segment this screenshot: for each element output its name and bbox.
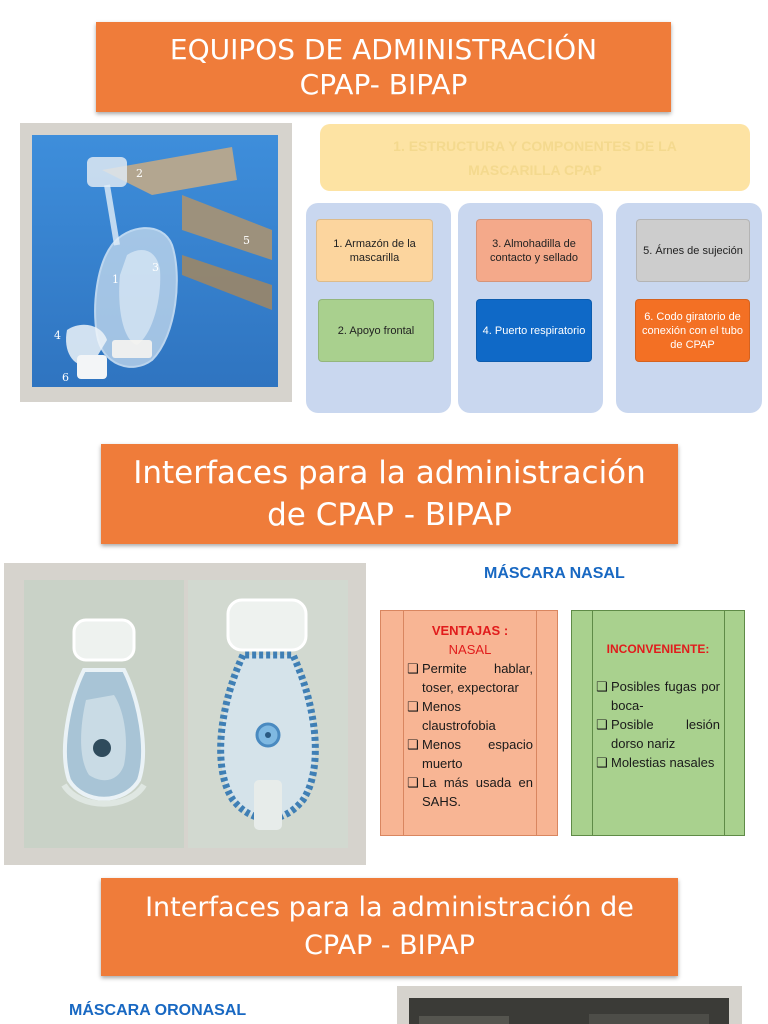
disadvantages-content — [596, 640, 720, 772]
advantages-title: VENTAJAS : — [431, 623, 509, 638]
component-frame: 1. Armazón de la mascarilla — [316, 219, 433, 282]
structure-title-box — [320, 124, 750, 191]
oronasal-mask-heading: MÁSCARA ORONASAL — [69, 1002, 247, 1019]
interfaces-banner-1-line2: de CPAP - BIPAP — [267, 497, 512, 533]
callout-2: 2 — [136, 167, 143, 180]
component-cushion: 3. Almohadilla de contacto y sellado — [476, 219, 592, 282]
advantage-item-text: Permite hablar, toser, expectorar — [422, 661, 533, 695]
disadvantage-item — [596, 677, 720, 715]
advantages-panel — [380, 610, 558, 836]
nasal-mask-front-image — [24, 580, 184, 848]
interfaces-banner-1-line1: Interfaces para la administración — [133, 455, 646, 491]
advantages-subtitle: NASAL — [448, 642, 492, 657]
checkbox-icon: ❑ — [596, 755, 608, 770]
disadvantage-item-text: Molestias nasales — [611, 755, 715, 770]
main-title-banner — [96, 22, 671, 112]
checkbox-icon: ❑ — [407, 775, 419, 790]
component-swivel-elbow: 6. Codo giratorio de conexión con el tubo de CPAP — [635, 299, 750, 362]
disadvantages-panel-divider-left — [592, 611, 593, 835]
checkbox-icon: ❑ — [407, 737, 419, 752]
advantage-item-text: La más usada en SAHS. — [422, 775, 533, 809]
advantages-content — [407, 621, 533, 811]
callout-6: 6 — [62, 371, 69, 384]
component-frontal-support: 2. Apoyo frontal — [318, 299, 434, 362]
cpap-mask-photo — [20, 123, 292, 402]
oronasal-mask-photo — [397, 986, 742, 1024]
advantage-item-text: Menos espacio muerto — [422, 737, 533, 771]
disadvantage-item-text: Posible lesión dorso nariz — [611, 717, 720, 751]
advantage-item-text: Menos claustrofobia — [422, 699, 496, 733]
disadvantages-panel-divider-right — [724, 611, 725, 835]
interfaces-banner-2-line1: Interfaces para la administración de — [145, 892, 634, 923]
advantages-panel-divider-left — [403, 611, 404, 835]
checkbox-icon: ❑ — [407, 661, 419, 676]
cpap-mask-image — [32, 135, 278, 387]
component-harness: 5. Árnes de sujeción — [636, 219, 750, 282]
disadvantage-item — [596, 715, 720, 753]
checkbox-icon: ❑ — [407, 699, 419, 714]
main-title-line2: CPAP- BIPAP — [299, 68, 468, 101]
nasal-mask-heading: MÁSCARA NASAL — [484, 565, 625, 582]
interfaces-banner-2 — [101, 878, 678, 976]
advantages-panel-divider-right — [536, 611, 537, 835]
structure-title-line1: 1. ESTRUCTURA Y COMPONENTES DE LA — [393, 137, 677, 154]
callout-3: 3 — [152, 261, 159, 274]
interfaces-banner-1 — [101, 444, 678, 544]
advantage-item — [407, 735, 533, 773]
nasal-mask-photo — [4, 563, 366, 865]
checkbox-icon: ❑ — [596, 679, 608, 694]
nasal-mask-front-illustration — [24, 580, 184, 848]
callout-1: 1 — [112, 273, 119, 286]
main-title-line1: EQUIPOS DE ADMINISTRACIÓN — [169, 33, 598, 66]
callout-5: 5 — [243, 234, 250, 247]
advantage-item — [407, 773, 533, 811]
callout-4: 4 — [54, 329, 61, 342]
checkbox-icon: ❑ — [596, 717, 608, 732]
advantage-item — [407, 697, 533, 735]
disadvantage-item — [596, 753, 720, 772]
oronasal-mask-illustration — [409, 998, 729, 1024]
disadvantage-item-text: Posibles fugas por boca- — [611, 679, 720, 713]
disadvantages-panel — [571, 610, 745, 836]
interfaces-banner-2-line2: CPAP - BIPAP — [304, 930, 475, 961]
component-breathing-port: 4. Puerto respiratorio — [476, 299, 592, 362]
nasal-mask-back-illustration — [188, 580, 348, 848]
disadvantages-title: INCONVENIENTE: — [606, 642, 710, 656]
advantage-item — [407, 659, 533, 697]
structure-title-line2: MASCARILLA CPAP — [468, 161, 602, 178]
nasal-mask-back-image — [188, 580, 348, 848]
oronasal-mask-image — [409, 998, 729, 1024]
